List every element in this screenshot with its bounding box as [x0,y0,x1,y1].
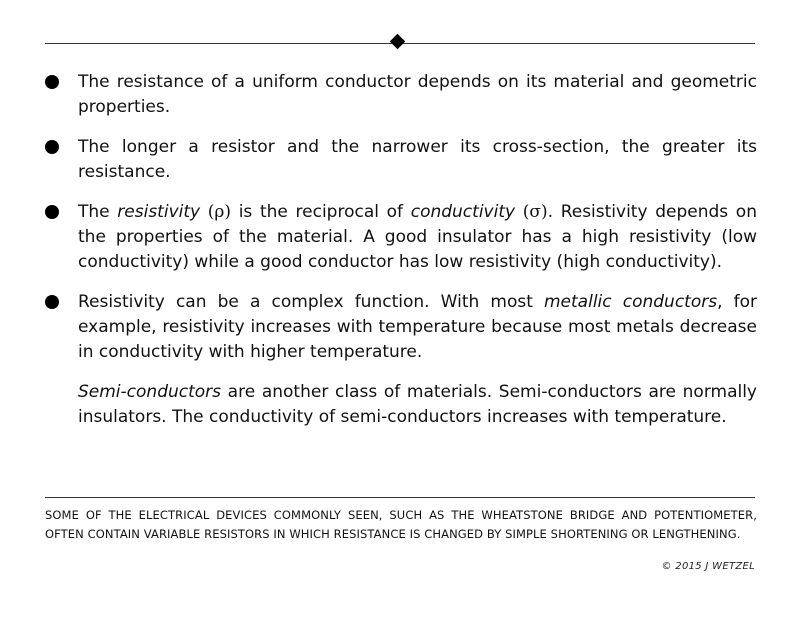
bullet-item-1 [45,70,757,120]
bullet-item-2 [45,135,757,185]
symbol-rho: (ρ) [200,202,239,222]
bullet-dot-icon [45,75,59,89]
semiconductor-text: are another class of materials. Semi-conductors are normally insulators. The conductivity of semi-conductors increases with temperature. [78,382,757,427]
term-resistivity: resistivity [117,202,201,222]
bullet-list [45,70,757,445]
term-conductivity: conductivity [410,202,516,222]
term-semi-conductors: Semi-conductors [78,382,222,402]
bullet-text: The longer a resistor and the narrower its cross-section, the greater its resistance. [78,137,757,182]
term-metallic-conductors: metallic conductors [544,292,718,312]
bullet-dot-icon [45,295,59,309]
bullet-text: The resistance of a uniform conductor depends on its material and geometric properties. [78,72,757,117]
diamond-ornament-icon [390,34,406,50]
bullet-text-end: Resistivity depends on the properties of the material. A good insulator has a high resistivity (low conductivity) while a good conductor has low resistivity (high conductivity). [78,202,757,272]
bullet-dot-icon [45,140,59,154]
footnote: SOME OF THE ELECTRICAL DEVICES COMMONLY SEEN, SUCH AS THE WHEATSTONE BRIDGE AND POTENTIOMETER, OFTEN CONTAIN VARIABLE RESISTORS IN WHICH RESISTANCE IS CHANGED BY SIMPLE SHORTENING OR LENGTHENING. [45,508,757,541]
bullet-dot-icon [45,205,59,219]
semiconductor-paragraph [78,380,757,430]
bullet-item-4 [45,290,757,430]
bullet-item-3 [45,200,757,275]
symbol-sigma: (σ). [515,202,554,222]
copyright: © 2015 J WETZEL [661,561,755,572]
bullet-text-start: The [78,202,118,222]
bullet-text-end: , for example, resistivity increases with temperature because most metals decrease in conductivity with higher temperature. [78,292,757,362]
bullet-text-mid: is the reciprocal of [238,202,411,222]
bottom-divider [45,497,755,498]
bullet-text-start: Resistivity can be a complex function. With most [78,292,544,312]
